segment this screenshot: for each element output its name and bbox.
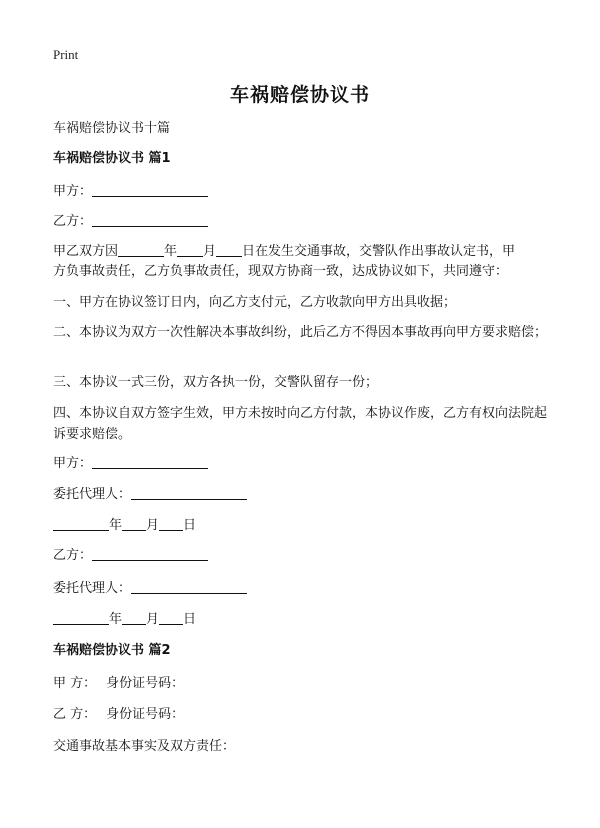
date2-day-label: 日 [183, 612, 197, 627]
date2-month-blank[interactable] [122, 611, 146, 625]
document-subtitle: 车祸赔偿协议书十篇 [53, 121, 171, 136]
date1-month-label: 月 [146, 518, 160, 533]
date-line-1 [53, 515, 196, 537]
sign-party-a-label: 甲方： [53, 456, 93, 471]
section1-heading: 车祸赔偿协议书 篇1 [53, 151, 171, 166]
date2-month-label: 月 [146, 612, 160, 627]
date1-day-label: 日 [183, 518, 197, 533]
print-link[interactable]: Print [53, 47, 79, 62]
intro-text-rest: 日在发生交通事故，交警队作出事故认定书，甲 [242, 244, 516, 259]
section2-party-a-label: 甲 方： [53, 676, 97, 691]
agent-b-blank[interactable] [131, 580, 247, 594]
intro-place-blank[interactable] [118, 243, 164, 257]
date1-year-blank[interactable] [53, 517, 109, 531]
agent-a-line [53, 484, 247, 506]
section2-party-b-line [53, 704, 184, 726]
section1-intro-line2: 方负事故责任，乙方负事故责任，现双方协商一致，达成协议如下，共同遵守： [53, 264, 509, 279]
section1-intro-line1 [53, 241, 515, 263]
party-a-label: 甲方： [53, 184, 93, 199]
section2-id-b-label: 身份证号码： [106, 707, 185, 722]
section1-party-a-line [53, 181, 208, 203]
intro-month-label: 月 [203, 244, 217, 259]
sign-party-a-line [53, 453, 208, 475]
party-b-blank[interactable] [92, 213, 208, 227]
intro-year-label: 年 [164, 244, 178, 259]
section1-party-b-line [53, 211, 208, 233]
party-b-label: 乙方： [53, 214, 93, 229]
section2-facts: 交通事故基本事实及双方责任： [53, 739, 236, 754]
section2-party-a-line [53, 673, 184, 695]
clause-4: 四、本协议自双方签字生效，甲方未按时向乙方付款，本协议作废，乙方有权向法院起诉要求赔偿。 [53, 406, 548, 442]
date1-year-label: 年 [109, 518, 123, 533]
party-a-blank[interactable] [92, 183, 208, 197]
agent-b-label: 委托代理人： [53, 581, 132, 596]
sign-party-a-blank[interactable] [92, 455, 208, 469]
date1-day-blank[interactable] [159, 517, 183, 531]
agent-b-line [53, 578, 247, 600]
agent-a-blank[interactable] [131, 486, 247, 500]
date-line-2 [53, 609, 196, 631]
sign-party-b-blank[interactable] [92, 547, 208, 561]
intro-text-start: 甲乙双方因 [53, 244, 119, 259]
clause-1: 一、甲方在协议签订日内，向乙方支付元，乙方收款向甲方出具收据； [53, 295, 457, 310]
section2-party-b-label: 乙 方： [53, 707, 97, 722]
section2-heading: 车祸赔偿协议书 篇2 [53, 643, 171, 658]
intro-day-blank[interactable] [216, 243, 242, 257]
date2-day-blank[interactable] [159, 611, 183, 625]
clause-2: 二、本协议为双方一次性解决本事故纠纷，此后乙方不得因本事故再向甲方要求赔偿； [53, 325, 548, 340]
sign-party-b-label: 乙方： [53, 548, 93, 563]
document-title: 车祸赔偿协议书 [229, 84, 370, 106]
clause-3: 三、本协议一式三份，双方各执一份，交警队留存一份； [53, 375, 379, 390]
date2-year-label: 年 [109, 612, 123, 627]
sign-party-b-line [53, 545, 208, 567]
agent-a-label: 委托代理人： [53, 487, 132, 502]
date2-year-blank[interactable] [53, 611, 109, 625]
intro-month-blank[interactable] [177, 243, 203, 257]
date1-month-blank[interactable] [122, 517, 146, 531]
section2-id-a-label: 身份证号码： [106, 676, 185, 691]
